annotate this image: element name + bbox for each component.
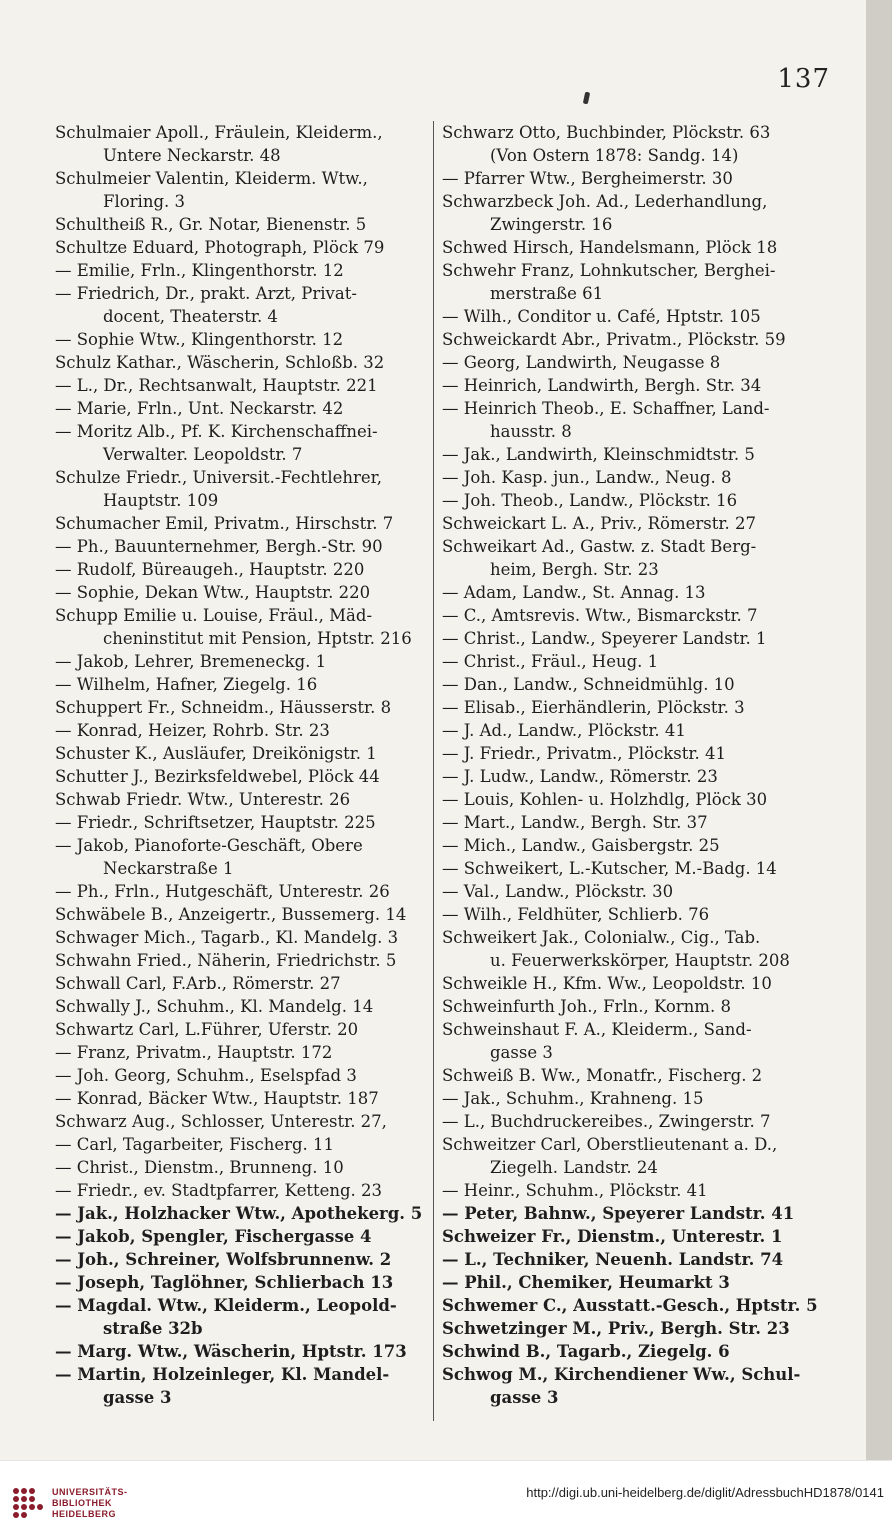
- directory-entry-line: Schwarz Aug., Schlosser, Unterestr. 27,: [55, 1112, 387, 1131]
- directory-entry-line: gasse 3: [490, 1043, 553, 1062]
- directory-entry-line: — Jak., Holzhacker Wtw., Apothekerg. 5: [55, 1204, 423, 1223]
- directory-entry-line: hausstr. 8: [490, 422, 572, 441]
- directory-entry-line: Schultheiß R., Gr. Notar, Bienenstr. 5: [55, 215, 367, 234]
- directory-entry-line: — Friedr., ev. Stadtpfarrer, Ketteng. 23: [55, 1181, 383, 1200]
- directory-entry-line: — Christ., Dienstm., Brunneng. 10: [55, 1158, 344, 1177]
- right-column: [442, 121, 822, 1409]
- library-name-line: UNIVERSITÄTS-: [52, 1487, 128, 1497]
- directory-entry-line: — Joh. Georg, Schuhm., Eselspfad 3: [55, 1066, 357, 1085]
- directory-entry-line: — Wilh., Feldhüter, Schlierb. 76: [442, 905, 710, 924]
- directory-entry-line: gasse 3: [103, 1388, 172, 1407]
- directory-entry-line: Schulmaier Apoll., Fräulein, Kleiderm.,: [55, 123, 383, 142]
- directory-entry-line: Schweinfurth Joh., Frln., Kornm. 8: [442, 997, 731, 1016]
- directory-entry-line: Schwahn Fried., Näherin, Friedrichstr. 5: [55, 951, 397, 970]
- directory-entry-line: — Konrad, Bäcker Wtw., Hauptstr. 187: [55, 1089, 379, 1108]
- directory-entry-line: — Peter, Bahnw., Speyerer Landstr. 41: [442, 1204, 795, 1223]
- directory-entry-line: — Dan., Landw., Schneidmühlg. 10: [442, 675, 735, 694]
- column-divider: [433, 121, 434, 1421]
- directory-entry-line: cheninstitut mit Pension, Hptstr. 216: [103, 629, 412, 648]
- directory-entry-line: Schwind B., Tagarb., Ziegelg. 6: [442, 1342, 730, 1361]
- directory-entry-line: — Georg, Landwirth, Neugasse 8: [442, 353, 721, 372]
- directory-entry-line: gasse 3: [490, 1388, 559, 1407]
- directory-entry-line: — Emilie, Frln., Klingenthorstr. 12: [55, 261, 344, 280]
- directory-entry-line: Hauptstr. 109: [103, 491, 219, 510]
- directory-entry-line: — Franz, Privatm., Hauptstr. 172: [55, 1043, 333, 1062]
- directory-entry-line: Schweickardt Abr., Privatm., Plöckstr. 59: [442, 330, 786, 349]
- directory-entry-line: — Val., Landw., Plöckstr. 30: [442, 882, 674, 901]
- directory-entry-line: — J. Friedr., Privatm., Plöckstr. 41: [442, 744, 726, 763]
- directory-entry-line: Schweikert Jak., Colonialw., Cig., Tab.: [442, 928, 761, 947]
- directory-entry-line: Zwingerstr. 16: [490, 215, 613, 234]
- directory-entry-line: — Sophie Wtw., Klingenthorstr. 12: [55, 330, 344, 349]
- directory-entry-line: Schweiß B. Ww., Monatfr., Fischerg. 2: [442, 1066, 763, 1085]
- directory-entry-line: — Phil., Chemiker, Heumarkt 3: [442, 1273, 730, 1292]
- directory-entry-line: — Christ., Landw., Speyerer Landstr. 1: [442, 629, 767, 648]
- library-name: [52, 1487, 128, 1520]
- directory-entry-line: Schwog M., Kirchendiener Ww., Schul-: [442, 1365, 801, 1384]
- directory-entry-line: — J. Ad., Landw., Plöckstr. 41: [442, 721, 686, 740]
- directory-entry-line: — Joh. Theob., Landw., Plöckstr. 16: [442, 491, 738, 510]
- ink-mark: [583, 92, 590, 105]
- directory-entry-line: — Sophie, Dekan Wtw., Hauptstr. 220: [55, 583, 371, 602]
- directory-entry-line: — Magdal. Wtw., Kleiderm., Leopold-: [55, 1296, 397, 1315]
- directory-entry-line: — Jakob, Pianoforte-Geschäft, Obere: [55, 836, 363, 855]
- directory-entry-line: — Ph., Bauunternehmer, Bergh.-Str. 90: [55, 537, 383, 556]
- directory-entry-line: — Joh., Schreiner, Wolfsbrunnenw. 2: [55, 1250, 392, 1269]
- directory-entry-line: u. Feuerwerkskörper, Hauptstr. 208: [490, 951, 790, 970]
- directory-entry-line: Schwed Hirsch, Handelsmann, Plöck 18: [442, 238, 778, 257]
- directory-entry-line: Schulmeier Valentin, Kleiderm. Wtw.,: [55, 169, 368, 188]
- directory-entry-line: — J. Ludw., Landw., Römerstr. 23: [442, 767, 718, 786]
- directory-entry-line: Schwäbele B., Anzeigertr., Bussemerg. 14: [55, 905, 407, 924]
- directory-entry-line: Schuster K., Ausläufer, Dreikönigstr. 1: [55, 744, 377, 763]
- directory-entry-line: Schweinshaut F. A., Kleiderm., Sand-: [442, 1020, 752, 1039]
- directory-entry-line: — Joh. Kasp. jun., Landw., Neug. 8: [442, 468, 732, 487]
- directory-entry-line: — Jak., Schuhm., Krahneng. 15: [442, 1089, 704, 1108]
- directory-entry-line: Schwager Mich., Tagarb., Kl. Mandelg. 3: [55, 928, 399, 947]
- directory-entry-line: — Marie, Frln., Unt. Neckarstr. 42: [55, 399, 344, 418]
- directory-entry-line: Schumacher Emil, Privatm., Hirschstr. 7: [55, 514, 394, 533]
- directory-entry-line: — Pfarrer Wtw., Bergheimerstr. 30: [442, 169, 733, 188]
- directory-entry-line: — Ph., Frln., Hutgeschäft, Unterestr. 26: [55, 882, 390, 901]
- directory-entry-line: Untere Neckarstr. 48: [103, 146, 281, 165]
- directory-entry-line: Schwarz Otto, Buchbinder, Plöckstr. 63: [442, 123, 771, 142]
- directory-entry-line: Schwetzinger M., Priv., Bergh. Str. 23: [442, 1319, 790, 1338]
- directory-entry-line: — Friedr., Schriftsetzer, Hauptstr. 225: [55, 813, 376, 832]
- directory-entry-line: Schwehr Franz, Lohnkutscher, Berghei-: [442, 261, 776, 280]
- directory-entry-line: — Jak., Landwirth, Kleinschmidtstr. 5: [442, 445, 755, 464]
- directory-entry-line: Schutter J., Bezirksfeldwebel, Plöck 44: [55, 767, 380, 786]
- directory-entry-line: docent, Theaterstr. 4: [103, 307, 278, 326]
- directory-entry-line: — Marg. Wtw., Wäscherin, Hptstr. 173: [55, 1342, 407, 1361]
- directory-entry-line: Schwab Friedr. Wtw., Unterestr. 26: [55, 790, 351, 809]
- directory-entry-line: Schwall Carl, F.Arb., Römerstr. 27: [55, 974, 341, 993]
- directory-entry-line: — Schweikert, L.-Kutscher, M.-Badg. 14: [442, 859, 777, 878]
- directory-entry-line: Schweizer Fr., Dienstm., Unterestr. 1: [442, 1227, 783, 1246]
- directory-entry-line: — Rudolf, Büreaugeh., Hauptstr. 220: [55, 560, 365, 579]
- directory-entry-line: — Heinr., Schuhm., Plöckstr. 41: [442, 1181, 708, 1200]
- directory-entry-line: Schuppert Fr., Schneidm., Häusserstr. 8: [55, 698, 392, 717]
- directory-entry-line: Schweickart L. A., Priv., Römerstr. 27: [442, 514, 756, 533]
- directory-entry-line: — Jakob, Lehrer, Bremeneckg. 1: [55, 652, 327, 671]
- directory-entry-line: — Martin, Holzeinleger, Kl. Mandel-: [55, 1365, 390, 1384]
- directory-entry-line: Schwally J., Schuhm., Kl. Mandelg. 14: [55, 997, 374, 1016]
- directory-entry-line: heim, Bergh. Str. 23: [490, 560, 659, 579]
- directory-entry-line: — Friedrich, Dr., prakt. Arzt, Privat-: [55, 284, 357, 303]
- directory-entry-line: — Mart., Landw., Bergh. Str. 37: [442, 813, 708, 832]
- directory-entry-line: — L., Buchdruckereibes., Zwingerstr. 7: [442, 1112, 771, 1131]
- directory-entry-line: — Wilh., Conditor u. Café, Hptstr. 105: [442, 307, 761, 326]
- directory-entry-line: — Joseph, Taglöhner, Schlierbach 13: [55, 1273, 394, 1292]
- directory-entry-line: — Louis, Kohlen- u. Holzhdlg, Plöck 30: [442, 790, 768, 809]
- directory-entry-line: (Von Ostern 1878: Sandg. 14): [490, 146, 739, 165]
- directory-entry-line: — Christ., Fräul., Heug. 1: [442, 652, 659, 671]
- directory-entry-line: Schweikle H., Kfm. Ww., Leopoldstr. 10: [442, 974, 772, 993]
- directory-entry-line: Schulze Friedr., Universit.-Fechtlehrer,: [55, 468, 382, 487]
- directory-entry-line: — Elisab., Eierhändlerin, Plöckstr. 3: [442, 698, 745, 717]
- directory-entry-line: Schwartz Carl, L.Führer, Uferstr. 20: [55, 1020, 359, 1039]
- directory-entry-line: Schwarzbeck Joh. Ad., Lederhandlung,: [442, 192, 768, 211]
- directory-entry-line: — Carl, Tagarbeiter, Fischerg. 11: [55, 1135, 335, 1154]
- directory-entry-line: — Heinrich, Landwirth, Bergh. Str. 34: [442, 376, 762, 395]
- directory-entry-line: Ziegelh. Landstr. 24: [490, 1158, 658, 1177]
- footer: [0, 1460, 892, 1536]
- directory-entry-line: — L., Dr., Rechtsanwalt, Hauptstr. 221: [55, 376, 378, 395]
- directory-entry-line: — L., Techniker, Neuenh. Landstr. 74: [442, 1250, 784, 1269]
- directory-entry-line: Schweikart Ad., Gastw. z. Stadt Berg-: [442, 537, 757, 556]
- directory-entry-line: — C., Amtsrevis. Wtw., Bismarckstr. 7: [442, 606, 758, 625]
- directory-entry-line: Verwalter. Leopoldstr. 7: [103, 445, 303, 464]
- directory-entry-line: Schulz Kathar., Wäscherin, Schloßb. 32: [55, 353, 385, 372]
- library-logo-icon: [8, 1483, 48, 1523]
- directory-entry-line: Floring. 3: [103, 192, 186, 211]
- directory-entry-line: — Konrad, Heizer, Rohrb. Str. 23: [55, 721, 330, 740]
- directory-entry-line: — Heinrich Theob., E. Schaffner, Land-: [442, 399, 770, 418]
- directory-entry-line: — Jakob, Spengler, Fischergasse 4: [55, 1227, 372, 1246]
- left-column: [55, 121, 435, 1409]
- directory-entry-line: Schultze Eduard, Photograph, Plöck 79: [55, 238, 385, 257]
- directory-entry-line: — Mich., Landw., Gaisbergstr. 25: [442, 836, 720, 855]
- directory-entry-line: straße 32b: [103, 1319, 203, 1338]
- directory-entry-line: merstraße 61: [490, 284, 604, 303]
- directory-entry-line: — Adam, Landw., St. Annag. 13: [442, 583, 706, 602]
- directory-entry-line: Schwemer C., Ausstatt.-Gesch., Hptstr. 5: [442, 1296, 818, 1315]
- source-url[interactable]: http://digi.ub.uni-heidelberg.de/diglit/AdressbuchHD1878/0141: [526, 1485, 884, 1500]
- library-name-line: BIBLIOTHEK: [52, 1498, 112, 1508]
- directory-entry-line: Neckarstraße 1: [103, 859, 234, 878]
- scan-edge: [866, 0, 892, 1460]
- directory-entry-line: Schweitzer Carl, Oberstlieutenant a. D.,: [442, 1135, 778, 1154]
- library-name-line: HEIDELBERG: [52, 1509, 117, 1519]
- page-number: 137: [777, 64, 830, 94]
- directory-entry-line: — Moritz Alb., Pf. K. Kirchenschaffnei-: [55, 422, 378, 441]
- directory-entry-line: Schupp Emilie u. Louise, Fräul., Mäd-: [55, 606, 373, 625]
- directory-entry-line: — Wilhelm, Hafner, Ziegelg. 16: [55, 675, 318, 694]
